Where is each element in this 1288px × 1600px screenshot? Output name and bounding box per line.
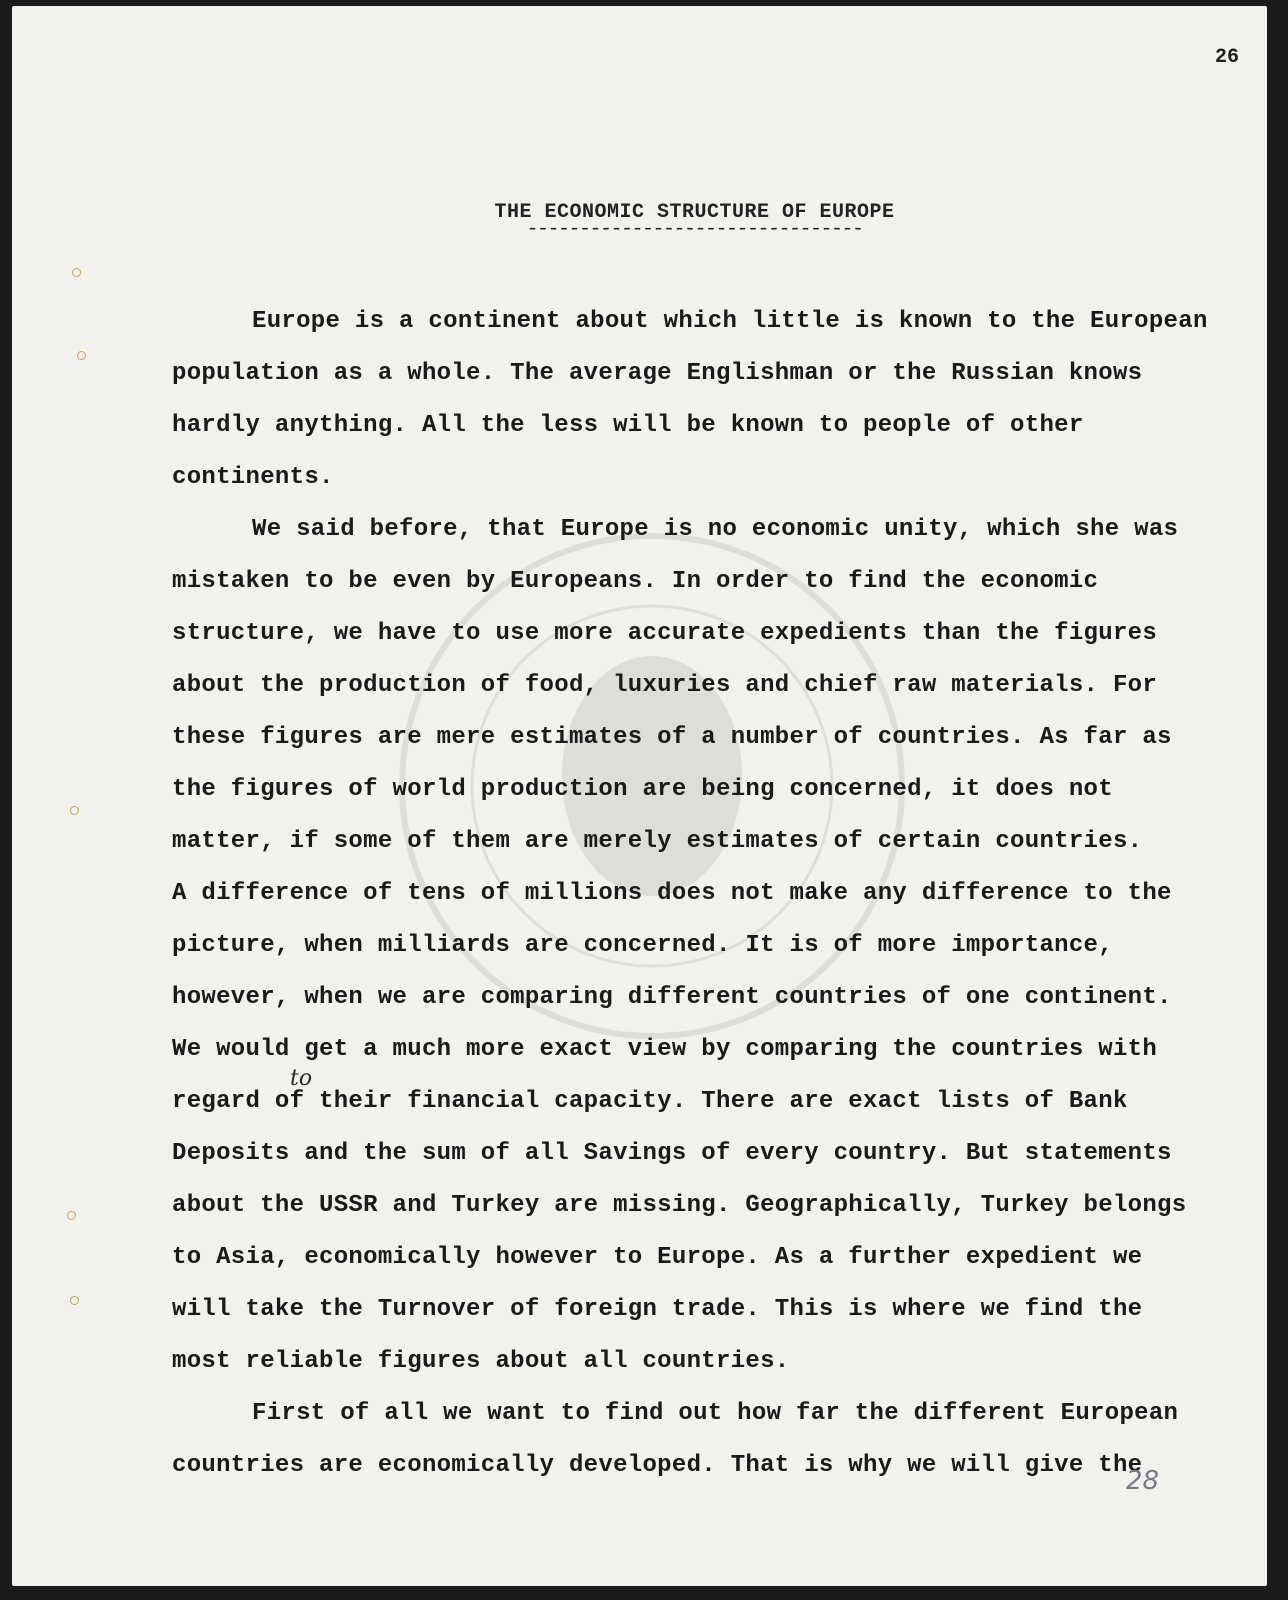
text-line: regard of their financial capacity. There are exact lists of Bank bbox=[172, 1088, 1128, 1115]
handwritten-correction: to bbox=[290, 1066, 313, 1091]
text-line: about the production of food, luxuries and chief raw materials. For bbox=[172, 672, 1158, 699]
text-line: mistaken to be even by Europeans. In order to find the economic bbox=[172, 568, 1099, 595]
text-line: We would get a much more exact view by comparing the countries with bbox=[172, 1036, 1158, 1063]
text-line: Europe is a continent about which little is known to the European bbox=[252, 308, 1208, 335]
text-line: matter, if some of them are merely estimates of certain countries. bbox=[172, 828, 1143, 855]
text-line: structure, we have to use more accurate expedients than the figures bbox=[172, 620, 1158, 647]
text-line: these figures are mere estimates of a number of countries. As far as bbox=[172, 724, 1172, 751]
text-line: about the USSR and Turkey are missing. Geographically, Turkey belongs bbox=[172, 1192, 1187, 1219]
body-text bbox=[172, 296, 1247, 1492]
document-page bbox=[12, 6, 1267, 1586]
text-line: will take the Turnover of foreign trade. This is where we find the bbox=[172, 1296, 1143, 1323]
text-line: A difference of tens of millions does not make any difference to the bbox=[172, 880, 1172, 907]
margin-mark bbox=[77, 351, 86, 360]
margin-mark bbox=[72, 268, 81, 277]
margin-mark bbox=[70, 806, 79, 815]
title-block bbox=[12, 201, 1267, 241]
page-number: 26 bbox=[1214, 46, 1239, 69]
text-line: the figures of world production are being concerned, it does not bbox=[172, 776, 1113, 803]
handwritten-archive-number: 28 bbox=[1125, 1466, 1159, 1496]
text-line: most reliable figures about all countries. bbox=[172, 1348, 790, 1375]
text-line: population as a whole. The average Englishman or the Russian knows bbox=[172, 360, 1143, 387]
title-underline: -------------------------------- bbox=[526, 218, 863, 241]
text-line: however, when we are comparing different countries of one continent. bbox=[172, 984, 1172, 1011]
text-line: Deposits and the sum of all Savings of every country. But statements bbox=[172, 1140, 1172, 1167]
margin-mark bbox=[67, 1211, 76, 1220]
document-title: THE ECONOMIC STRUCTURE OF EUROPE bbox=[494, 201, 895, 224]
text-line: countries are economically developed. That is why we will give the bbox=[172, 1452, 1143, 1479]
text-line: We said before, that Europe is no economic unity, which she was bbox=[252, 516, 1179, 543]
text-line: picture, when milliards are concerned. It is of more importance, bbox=[172, 932, 1113, 959]
text-line: hardly anything. All the less will be known to people of other bbox=[172, 412, 1084, 439]
text-line: First of all we want to find out how far the different European bbox=[252, 1400, 1179, 1427]
text-line: to Asia, economically however to Europe. As a further expedient we bbox=[172, 1244, 1143, 1271]
text-line: continents. bbox=[172, 464, 334, 491]
margin-mark bbox=[70, 1296, 79, 1305]
